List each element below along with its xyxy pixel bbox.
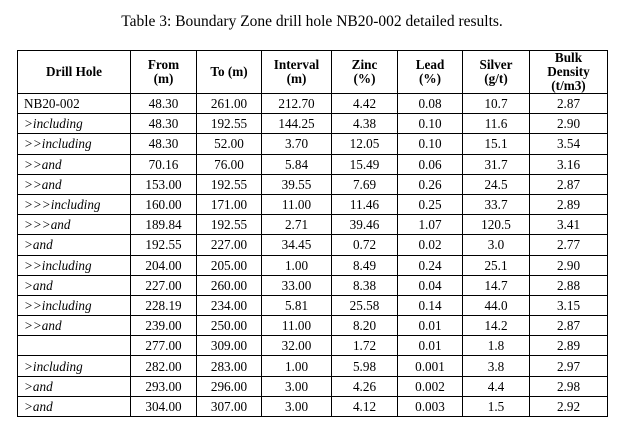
table-row [18,134,608,154]
cell-from: 282.00 [131,356,197,376]
cell-hole: >and [18,396,131,416]
cell-density: 2.77 [530,235,608,255]
column-header-interval [262,51,332,94]
table-row [18,376,608,396]
cell-density: 3.15 [530,295,608,315]
table-body [18,94,608,417]
cell-interval: 144.25 [262,114,332,134]
cell-density: 2.97 [530,356,608,376]
cell-density: 3.16 [530,154,608,174]
column-header-unit: (m) [286,71,307,86]
cell-interval: 11.00 [262,316,332,336]
cell-interval: 3.70 [262,134,332,154]
cell-hole: >>including [18,295,131,315]
cell-hole: NB20-002 [18,94,131,114]
cell-hole: >>and [18,174,131,194]
table-row [18,94,608,114]
cell-zinc: 7.69 [332,174,398,194]
cell-from: 192.55 [131,235,197,255]
cell-from: 160.00 [131,194,197,214]
cell-lead: 0.01 [398,316,463,336]
column-header-to [197,51,262,94]
cell-zinc: 15.49 [332,154,398,174]
cell-silver: 24.5 [463,174,530,194]
table-row [18,235,608,255]
cell-density: 2.89 [530,336,608,356]
cell-lead: 0.10 [398,134,463,154]
cell-hole: >including [18,114,131,134]
cell-interval: 3.00 [262,376,332,396]
cell-hole: >and [18,376,131,396]
cell-zinc: 8.38 [332,275,398,295]
cell-zinc: 11.46 [332,194,398,214]
cell-from: 227.00 [131,275,197,295]
cell-interval: 33.00 [262,275,332,295]
cell-from: 70.16 [131,154,197,174]
cell-hole: >and [18,235,131,255]
column-header-lead [398,51,463,94]
cell-silver: 3.8 [463,356,530,376]
cell-hole: >and [18,275,131,295]
table-row [18,154,608,174]
cell-hole: >>and [18,154,131,174]
column-header-unit: (m) [153,71,174,86]
column-header-drill-hole [18,51,131,94]
column-header-unit: (t/m3) [551,78,586,93]
column-header-bulk-density [530,51,608,94]
cell-silver: 15.1 [463,134,530,154]
column-header-label: Silver [479,57,513,72]
results-table [17,50,608,417]
cell-hole: >>and [18,316,131,336]
cell-to: 307.00 [197,396,262,416]
column-header-label: Interval [273,57,320,72]
column-header-label: Bulk Density [547,50,590,79]
table-caption: Table 3: Boundary Zone drill hole NB20-002 detailed results. [121,13,503,30]
table-row [18,215,608,235]
cell-to: 283.00 [197,356,262,376]
cell-silver: 25.1 [463,255,530,275]
table-row [18,194,608,214]
column-header-label: Drill Hole [45,64,103,79]
cell-to: 260.00 [197,275,262,295]
cell-density: 2.98 [530,376,608,396]
cell-interval: 5.81 [262,295,332,315]
cell-to: 250.00 [197,316,262,336]
cell-to: 234.00 [197,295,262,315]
cell-hole: >>including [18,134,131,154]
cell-to: 296.00 [197,376,262,396]
cell-lead: 0.25 [398,194,463,214]
cell-interval: 5.84 [262,154,332,174]
table-row [18,316,608,336]
cell-zinc: 4.42 [332,94,398,114]
column-header-label: Zinc [351,57,378,72]
cell-silver: 1.8 [463,336,530,356]
cell-to: 192.55 [197,174,262,194]
cell-lead: 0.26 [398,174,463,194]
cell-lead: 0.02 [398,235,463,255]
cell-zinc: 8.20 [332,316,398,336]
cell-density: 2.90 [530,114,608,134]
table-header [18,51,608,94]
column-header-label: To (m) [210,64,248,79]
cell-silver: 33.7 [463,194,530,214]
cell-silver: 11.6 [463,114,530,134]
cell-lead: 0.14 [398,295,463,315]
table-row [18,174,608,194]
cell-from: 48.30 [131,114,197,134]
cell-lead: 0.08 [398,94,463,114]
cell-silver: 120.5 [463,215,530,235]
cell-lead: 0.003 [398,396,463,416]
cell-silver: 4.4 [463,376,530,396]
cell-lead: 0.01 [398,336,463,356]
cell-zinc: 5.98 [332,356,398,376]
cell-silver: 10.7 [463,94,530,114]
table-row [18,396,608,416]
cell-lead: 0.10 [398,114,463,134]
cell-zinc: 12.05 [332,134,398,154]
table-row [18,336,608,356]
cell-lead: 0.002 [398,376,463,396]
cell-from: 228.19 [131,295,197,315]
cell-zinc: 4.38 [332,114,398,134]
cell-lead: 0.24 [398,255,463,275]
cell-to: 205.00 [197,255,262,275]
cell-interval: 1.00 [262,255,332,275]
cell-zinc: 8.49 [332,255,398,275]
cell-zinc: 4.12 [332,396,398,416]
cell-zinc: 1.72 [332,336,398,356]
table-row [18,356,608,376]
cell-silver: 3.0 [463,235,530,255]
cell-lead: 0.001 [398,356,463,376]
column-header-unit: (%) [419,71,441,86]
cell-interval: 11.00 [262,194,332,214]
cell-lead: 0.06 [398,154,463,174]
cell-silver: 44.0 [463,295,530,315]
cell-zinc: 25.58 [332,295,398,315]
cell-silver: 14.2 [463,316,530,336]
cell-density: 3.41 [530,215,608,235]
cell-from: 204.00 [131,255,197,275]
header-row [18,51,608,94]
column-header-unit: (%) [353,71,376,86]
cell-from: 304.00 [131,396,197,416]
cell-from: 293.00 [131,376,197,396]
cell-interval: 3.00 [262,396,332,416]
cell-density: 2.89 [530,194,608,214]
cell-hole: >including [18,356,131,376]
cell-density: 2.87 [530,316,608,336]
cell-interval: 1.00 [262,356,332,376]
cell-to: 192.55 [197,215,262,235]
column-header-label: From [147,57,180,72]
cell-density: 2.87 [530,174,608,194]
cell-zinc: 39.46 [332,215,398,235]
cell-lead: 0.04 [398,275,463,295]
cell-density: 2.88 [530,275,608,295]
cell-to: 309.00 [197,336,262,356]
cell-lead: 1.07 [398,215,463,235]
cell-from: 277.00 [131,336,197,356]
column-header-unit: (g/t) [484,71,508,86]
table-row [18,275,608,295]
cell-hole [18,336,131,356]
cell-zinc: 4.26 [332,376,398,396]
cell-interval: 39.55 [262,174,332,194]
table-row [18,255,608,275]
cell-to: 171.00 [197,194,262,214]
cell-hole: >>including [18,255,131,275]
column-header-zinc [332,51,398,94]
table-row [18,114,608,134]
cell-zinc: 0.72 [332,235,398,255]
cell-from: 189.84 [131,215,197,235]
column-header-label: Lead [415,57,445,72]
cell-interval: 2.71 [262,215,332,235]
cell-to: 227.00 [197,235,262,255]
cell-density: 2.90 [530,255,608,275]
table-row [18,295,608,315]
cell-silver: 14.7 [463,275,530,295]
cell-to: 52.00 [197,134,262,154]
cell-to: 192.55 [197,114,262,134]
cell-hole: >>>including [18,194,131,214]
cell-hole: >>>and [18,215,131,235]
cell-to: 261.00 [197,94,262,114]
column-header-from [131,51,197,94]
cell-silver: 1.5 [463,396,530,416]
cell-from: 48.30 [131,94,197,114]
cell-from: 48.30 [131,134,197,154]
column-header-silver [463,51,530,94]
cell-interval: 34.45 [262,235,332,255]
cell-from: 239.00 [131,316,197,336]
cell-density: 3.54 [530,134,608,154]
cell-interval: 32.00 [262,336,332,356]
cell-to: 76.00 [197,154,262,174]
cell-interval: 212.70 [262,94,332,114]
cell-from: 153.00 [131,174,197,194]
cell-density: 2.87 [530,94,608,114]
cell-silver: 31.7 [463,154,530,174]
cell-density: 2.92 [530,396,608,416]
